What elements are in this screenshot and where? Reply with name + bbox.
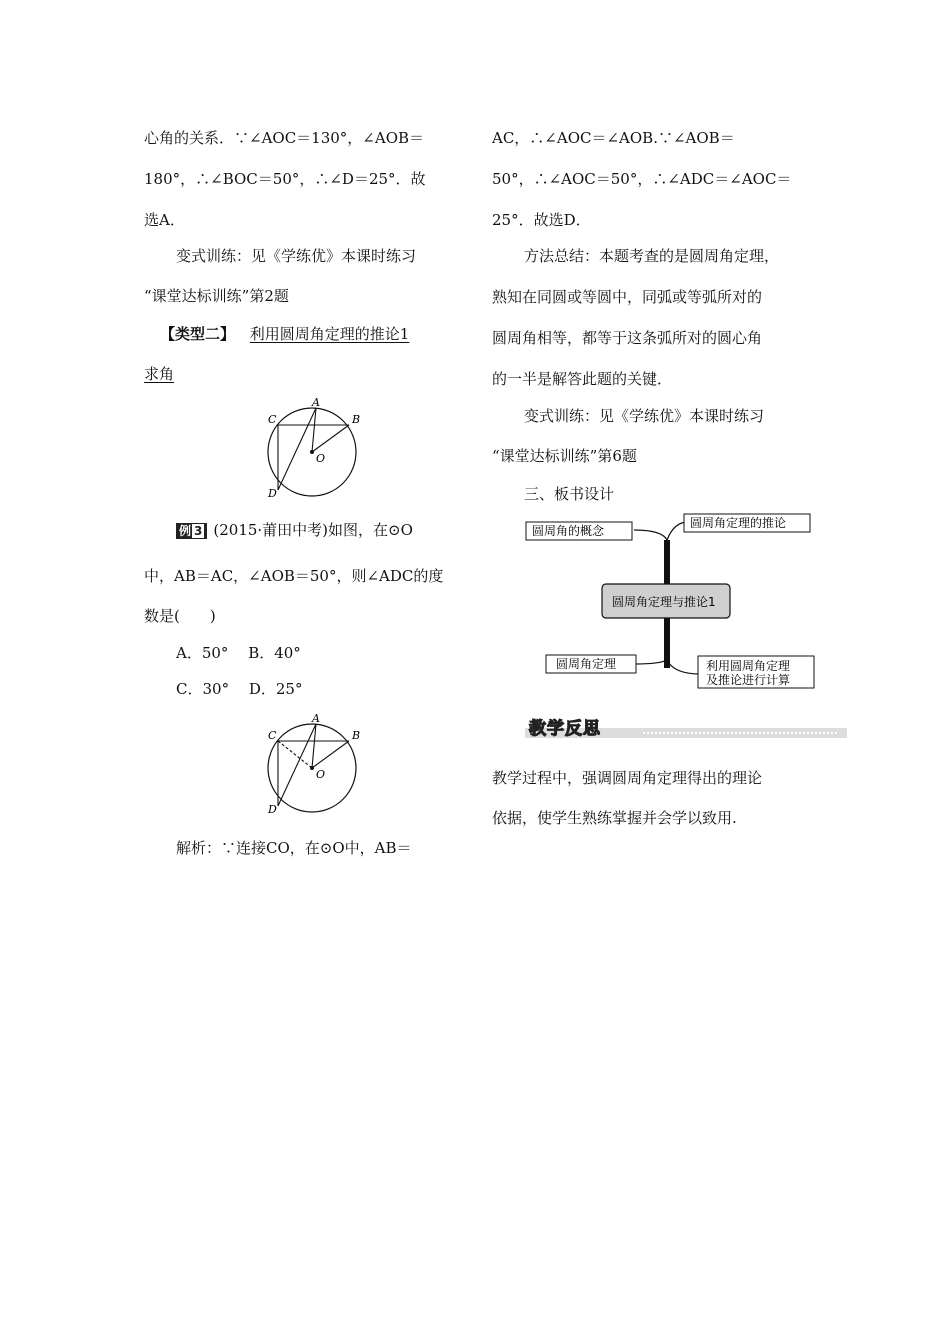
reflection-line: 教学过程中，强调圆周角定理得出的理论 [492,769,763,787]
text-line: AC，∴∠AOC＝∠AOB.∵∠AOB＝ [492,129,735,147]
mm-corollary: 圆周角定理的推论 [690,516,787,530]
mm-concept: 圆周角的概念 [532,524,605,538]
text-line: 心角的关系．∵∠AOC＝130°，∠AOB＝ [144,129,425,147]
text-line: 25°．故选D． [492,211,591,229]
example-line: 例 3 (2015·莆田中考)如图，在⊙O [144,520,413,540]
label-d: D [268,487,277,498]
mm-center: 圆周角定理与推论1 [612,595,716,609]
type-title: 利用圆周角定理的推论1 [249,325,410,343]
heading-dots [643,732,837,734]
option-ab: A．50° B．40° [176,644,301,662]
reflection-heading [525,714,847,742]
text-line: 变式训练：见《学练优》本课时练习 [524,407,765,425]
example-badge: 例 3 [176,523,207,539]
analysis-line: 解析：∵连接CO，在⊙O中，AB＝ [176,839,412,857]
text-line: 180°，∴∠BOC＝50°，∴∠D＝25°．故 [144,170,426,188]
text-line: “课堂达标训练”第6题 [492,447,637,465]
circle-figure-1 [262,394,362,498]
type-title-cont: 求角 [144,365,175,383]
type-tag: 【类型二】 [160,325,236,343]
label-b: B [352,729,361,742]
label-o: O [316,452,326,465]
text-line: 方法总结：本题考查的是圆周角定理， [524,247,780,265]
label-o: O [316,768,326,781]
circle-figure-2 [262,710,362,814]
text-line: 的一半是解答此题的关键． [492,370,673,388]
label-a: A [312,396,320,409]
label-c: C [268,413,277,426]
option-cd: C．30° D．25° [176,680,303,698]
mm-theorem: 圆周角定理 [556,657,617,671]
label-d: D [268,803,277,814]
type-heading [144,324,409,344]
label-c: C [268,729,277,742]
text-line: 数是( ) [144,607,216,625]
label-b: B [352,413,361,426]
text-line: 50°，∴∠AOC＝50°，∴∠ADC＝∠AOC＝ [492,170,792,188]
mm-apply-2: 及推论进行计算 [706,673,791,687]
label-a: A [312,712,320,725]
reflection-title: 教学反思 [529,719,601,739]
board-mindmap [522,512,822,696]
text-line: 变式训练：见《学练优》本课时练习 [176,247,417,265]
text-line: 中，AB＝AC，∠AOB＝50°，则∠ADC的度 [144,567,444,585]
text-line: 圆周角相等，都等于这条弧所对的圆心角 [492,329,763,347]
text-line: 熟知在同圆或等圆中，同弧或等弧所对的 [492,288,763,306]
reflection-line: 依据，使学生熟练掌握并会学以致用. [492,809,737,827]
text-line: “课堂达标训练”第2题 [144,287,289,305]
text-line: 选A． [144,211,185,229]
section-heading: 三、板书设计 [524,485,615,503]
mm-apply-1: 利用圆周角定理 [706,659,791,673]
